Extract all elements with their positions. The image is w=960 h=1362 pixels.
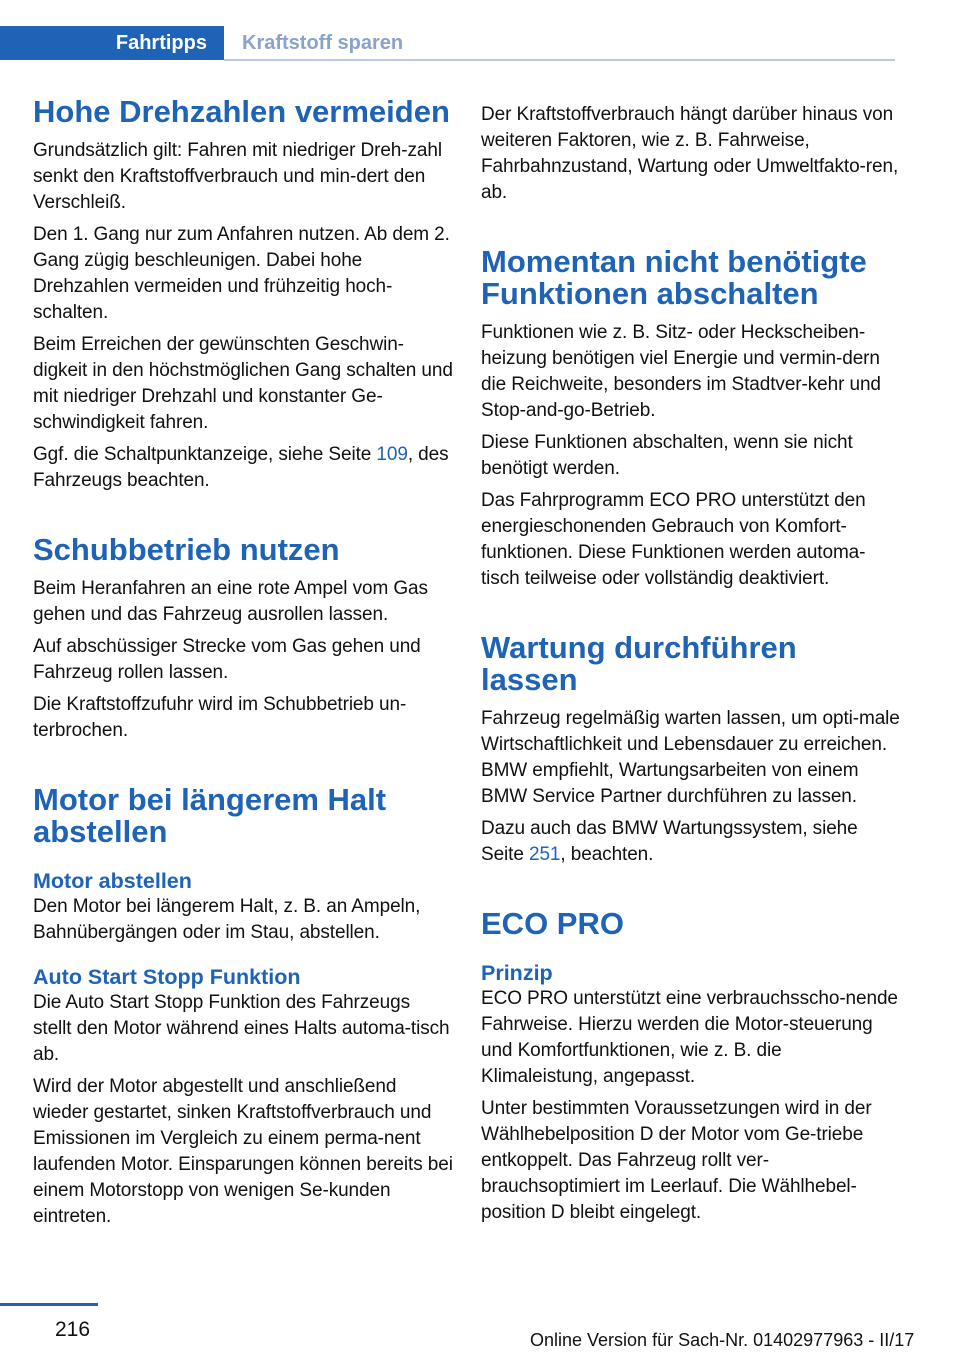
header-divider	[224, 59, 895, 61]
section-wartung	[481, 632, 901, 868]
paragraph: Diese Funktionen abschalten, wenn sie nicht benötigt werden.	[481, 432, 853, 479]
paragraph: Die Kraftstoffzufuhr wird im Schubbetrieb un‐terbrochen.	[33, 694, 407, 741]
section-motor-abstellen	[33, 784, 453, 1230]
tab-fahrtipps[interactable]: Fahrtipps	[0, 26, 224, 60]
paragraph: Wird der Motor abgestellt und anschließend wieder gestartet, sinken Kraftstoffverbrauch und Emissionen im Vergleich zu einem perma‐nent laufenden Motor. Einsparungen können bereits bei einem Motorstopp von wenigen Se‐kunden eintreten.	[33, 1076, 453, 1227]
paragraph: Beim Heranfahren an eine rote Ampel vom Gas gehen und das Fahrzeug ausrollen lassen.	[33, 578, 428, 625]
footer-accent-bar	[0, 1303, 98, 1306]
section-title: Schubbetrieb nutzen	[33, 532, 340, 567]
section-title: Motor bei längerem Halt abstellen	[33, 782, 387, 849]
page-link-109[interactable]: 109	[376, 444, 408, 465]
section-hohe-drehzahlen	[33, 96, 453, 494]
page-link-251[interactable]: 251	[529, 844, 561, 865]
paragraph: Auf abschüssiger Strecke vom Gas gehen und Fahrzeug rollen lassen.	[33, 636, 421, 683]
section-title: Momentan nicht benötigte Funktionen abschalten	[481, 244, 867, 311]
tab-kraftstoff-sparen[interactable]: Kraftstoff sparen	[242, 32, 404, 54]
paragraph: Beim Erreichen der gewünschten Geschwin‐digkeit in den höchstmöglichen Gang schalten und mit niedriger Drehzahl und konstanter Ge‐schwindigkeit fahren.	[33, 334, 453, 433]
paragraph: Das Fahrprogramm ECO PRO unterstützt den energieschonenden Gebrauch von Komfort‐funktionen. Diese Funktionen werden automa‐tisch teilweise oder vollständig deaktiviert.	[481, 490, 866, 589]
subsection-title: Auto Start Stopp Funktion	[33, 965, 301, 989]
left-column	[33, 96, 453, 1236]
text: Ggf. die Schaltpunktanzeige, siehe Seite	[33, 444, 377, 465]
paragraph	[481, 816, 901, 868]
section-title: Hohe Drehzahlen vermeiden	[33, 94, 450, 129]
paragraph: Den Motor bei längerem Halt, z. B. an Ampeln, Bahnübergängen oder im Stau, abstellen.	[33, 896, 421, 943]
paragraph: Die Auto Start Stopp Funktion des Fahrzeugs stellt den Motor während eines Halts automa‐tisch ab.	[33, 992, 450, 1065]
section-title: ECO PRO	[481, 906, 624, 941]
paragraph: ECO PRO unterstützt eine verbrauchsscho‐nende Fahrweise. Hierzu werden die Motor‐steuerung und Komfortfunktionen, wie z. B. die Klimaleistung, angepasst.	[481, 988, 898, 1087]
paragraph: Funktionen wie z. B. Sitz- oder Heckscheiben‐heizung benötigen viel Energie und vermin‐dern die Reichweite, besonders im Stadtver‐kehr und Stop-and-go-Betrieb.	[481, 322, 881, 421]
paragraph: Den 1. Gang nur zum Anfahren nutzen. Ab dem 2. Gang zügig beschleunigen. Dabei hohe Drehzahlen vermeiden und frühzeitig hoch‐schalten.	[33, 224, 450, 323]
subsection-title: Prinzip	[481, 961, 553, 985]
paragraph: Der Kraftstoffverbrauch hängt darüber hinaus von weiteren Faktoren, wie z. B. Fahrweise, Fahrbahnzustand, Wartung oder Umweltfakto‐ren, ab.	[481, 104, 899, 203]
page-number: 216	[55, 1318, 91, 1341]
section-eco-pro	[481, 908, 901, 1226]
page-header	[0, 0, 895, 62]
text: , des Fahrzeugs beachten.	[33, 444, 449, 491]
section-title: Wartung durchführen lassen	[481, 630, 797, 697]
paragraph: Grundsätzlich gilt: Fahren mit niedriger Dreh‐zahl senkt den Kraftstoffverbrauch und min‐dert den Verschleiß.	[33, 140, 442, 213]
paragraph	[33, 442, 453, 494]
right-column	[481, 102, 901, 1232]
footer-online-version: Online Version für Sach-Nr. 01402977963 - II/17	[530, 1330, 915, 1350]
paragraph: Unter bestimmten Voraussetzungen wird in der Wählhebelposition D der Motor vom Ge‐triebe entkoppelt. Das Fahrzeug rollt ver‐brauchsoptimiert im Leerlauf. Die Wählhebel‐position D bleibt eingelegt.	[481, 1098, 872, 1223]
subsection-title: Motor abstellen	[33, 869, 192, 893]
section-funktionen-abschalten	[481, 246, 901, 592]
paragraph: Fahrzeug regelmäßig warten lassen, um opti‐male Wirtschaftlichkeit und Lebensdauer zu erreichen. BMW empfiehlt, Wartungsarbeiten von einem BMW Service Partner durchführen zu lassen.	[481, 708, 900, 807]
section-schubbetrieb	[33, 534, 453, 744]
text: Dazu auch das BMW Wartungssystem, siehe Seite	[481, 818, 858, 865]
text: , beachten.	[560, 844, 654, 865]
